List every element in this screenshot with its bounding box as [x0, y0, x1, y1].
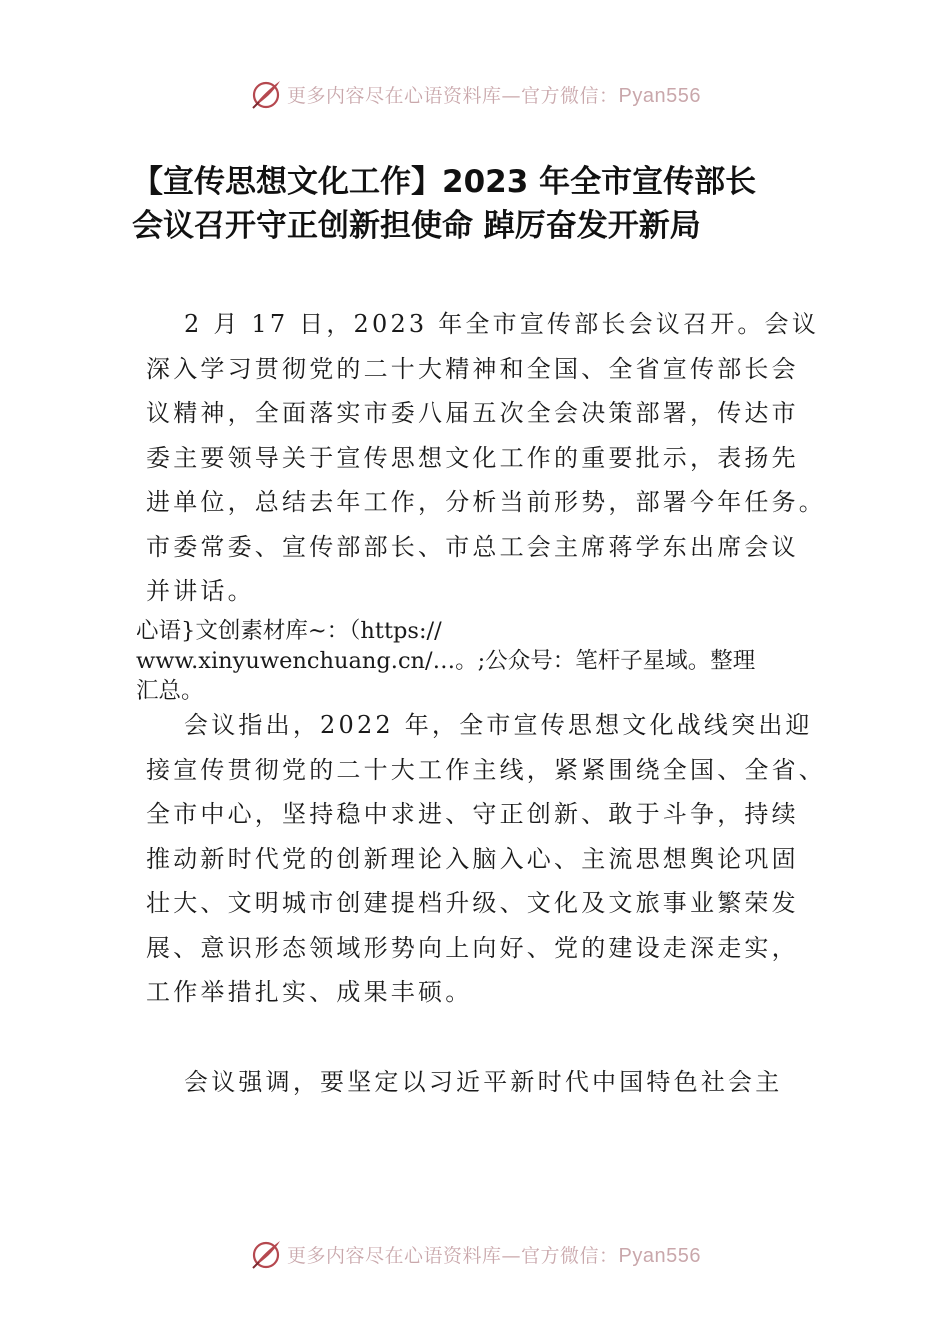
quill-pen-logo-icon — [249, 77, 283, 111]
quill-pen-logo-icon — [249, 1237, 283, 1271]
text-line: 会议指出，2022 年，全市宣传思想文化战线突出迎 — [146, 711, 813, 739]
text-line: 进单位，总结去年工作，分析当前形势，部署今年任务。 — [146, 488, 826, 516]
text-line: www.xinyuwenchuang.cn/…。;公众号：笔杆子星域。整理 — [136, 648, 756, 674]
text-line: 工作举措扎实、成果丰硕。 — [146, 978, 473, 1006]
text-line: 并讲话。 — [146, 577, 255, 605]
watermark-label: 更多内容尽在心语资料库—官方微信： — [287, 1244, 619, 1267]
watermark-text — [287, 81, 701, 108]
title-line: 会议召开守正创新担使命 踔厉奋发开新局 — [132, 208, 701, 244]
watermark-wechat-id: Pyan556 — [618, 84, 701, 107]
paragraph-review — [146, 703, 836, 1015]
footer-watermark — [0, 1232, 950, 1276]
text-line: 壮大、文明城市创建提档升级、文化及文旅事业繁荣发 — [146, 889, 799, 917]
text-line: 心语}文创素材库~：（https:// — [136, 618, 442, 644]
header-watermark — [0, 72, 950, 116]
text-line: 展、意识形态领域形势向上向好、党的建设走深走实， — [146, 933, 799, 962]
document-title — [132, 160, 832, 248]
text-line: 全市中心，坚持稳中求进、守正创新、敢于斗争，持续 — [146, 800, 799, 828]
watermark-text — [287, 1241, 701, 1268]
text-line: 汇总。 — [136, 678, 204, 704]
text-line: 市委常委、宣传部部长、市总工会主席蒋学东出席会议 — [146, 532, 799, 561]
text-line: 接宣传贯彻党的二十大工作主线，紧紧围绕全国、全省、 — [146, 755, 826, 784]
text-line: 推动新时代党的创新理论入脑入心、主流思想舆论巩固 — [146, 844, 799, 873]
text-line: 深入学习贯彻党的二十大精神和全国、全省宣传部长会 — [146, 354, 799, 383]
text-line: 议精神，全面落实市委八届五次全会决策部署，传达市 — [146, 399, 799, 427]
text-line: 会议强调，要坚定以习近平新时代中国特色社会主 — [146, 1068, 783, 1096]
paragraph-emphasis — [146, 1060, 836, 1105]
watermark-wechat-id: Pyan556 — [618, 1244, 701, 1267]
watermark-label: 更多内容尽在心语资料库—官方微信： — [287, 84, 619, 107]
text-line: 委主要领导关于宣传思想文化工作的重要批示，表扬先 — [146, 443, 799, 472]
text-line: 2 月 17 日，2023 年全市宣传部长会议召开。会议 — [146, 310, 820, 338]
paragraph-intro — [146, 302, 836, 614]
title-line: 【宣传思想文化工作】2023 年全市宣传部长 — [132, 164, 757, 200]
source-note — [136, 616, 836, 706]
